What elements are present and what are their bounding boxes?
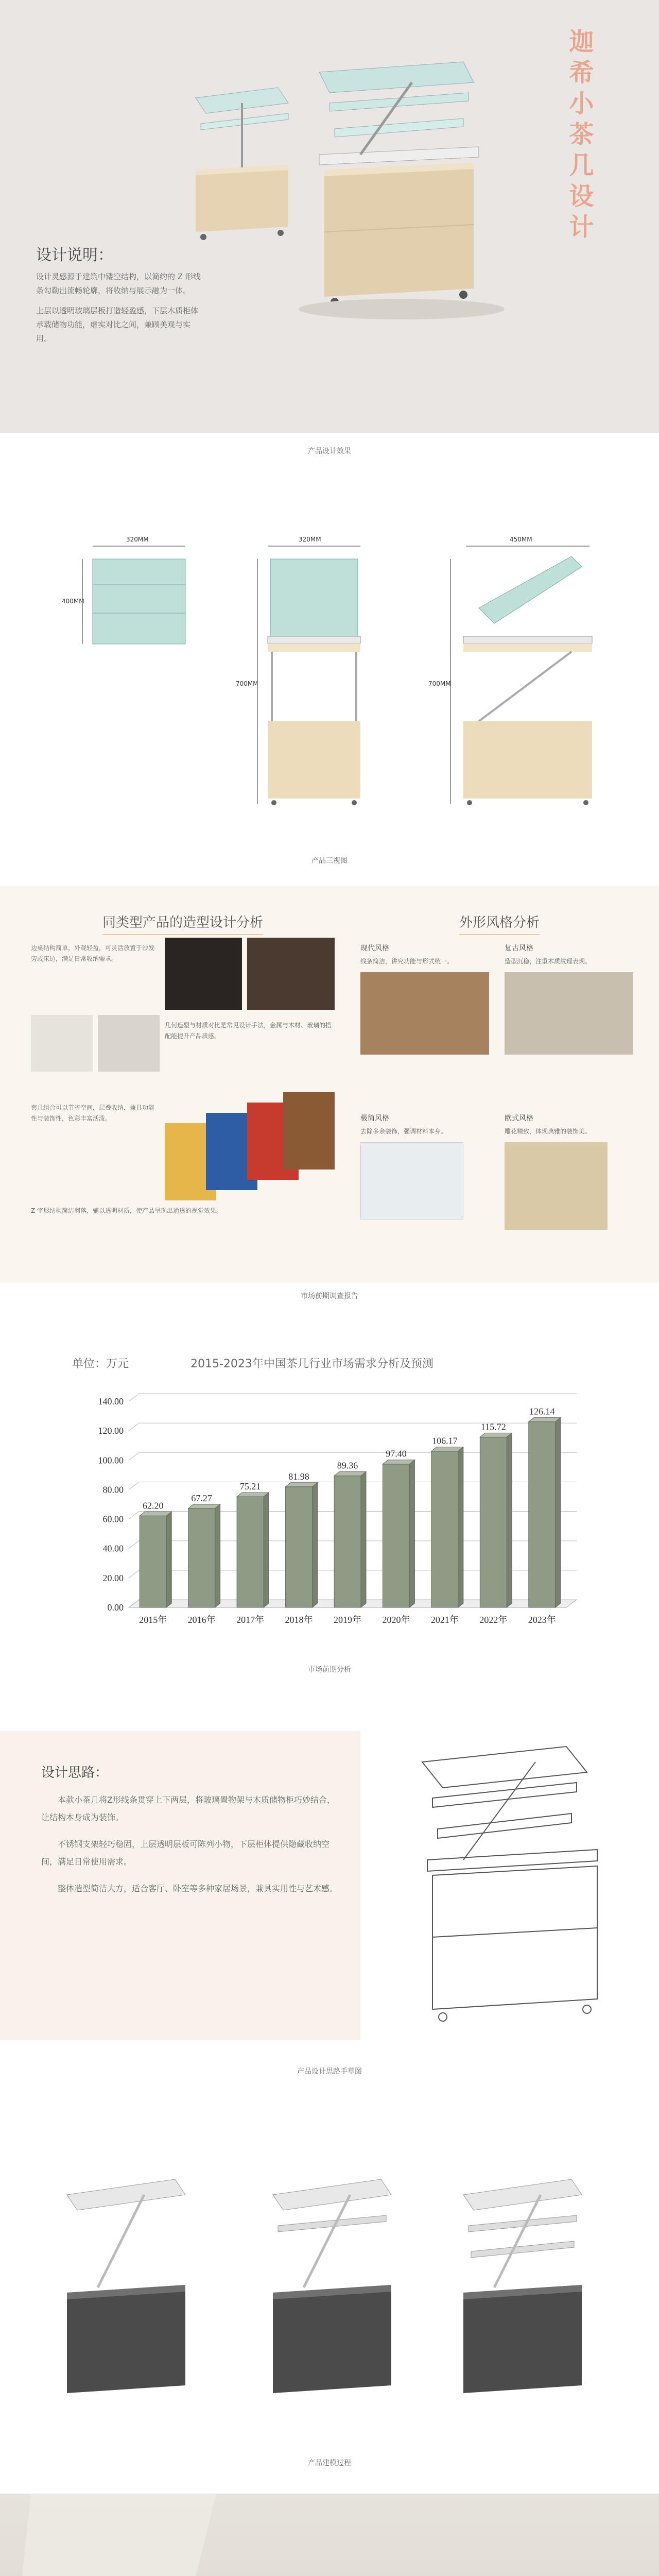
x-tick-label: 2019年 xyxy=(334,1615,361,1625)
data-label: 97.40 xyxy=(386,1448,407,1459)
x-tick-label: 2017年 xyxy=(236,1615,265,1625)
design-paragraph-1: 本款小茶几将Z形线条贯穿上下两层，将玻璃置物架与木质储物柜巧妙结合，让结构本身成为装饰。 xyxy=(41,1795,335,1822)
chart-unit-label: 单位：万元 xyxy=(72,1358,129,1370)
dim-front-width: 320MM xyxy=(126,536,149,543)
gridline-side-4 xyxy=(129,1482,139,1489)
x-tick-label: 2018年 xyxy=(285,1615,313,1625)
x-tick-label: 2016年 xyxy=(187,1615,216,1625)
three-view-drawing xyxy=(0,536,659,845)
reference-image-lamp xyxy=(165,938,242,1010)
y-tick-label: 120.00 xyxy=(98,1426,124,1436)
bar-side-6 xyxy=(458,1447,463,1607)
data-label: 81.98 xyxy=(288,1471,309,1482)
caption-three-view: 产品三视图 xyxy=(311,857,348,865)
design-paragraph-3: 整体造型简洁大方，适合客厅、卧室等多种家居场景，兼具实用性与艺术感。 xyxy=(58,1884,338,1893)
bar-chart xyxy=(0,1370,659,1659)
similar-products-analysis xyxy=(31,886,335,1283)
similar-products-text-3: 套几组合可以节省空间，层叠收纳，兼具功能性与装饰性，色彩丰富活泼。 xyxy=(31,1104,155,1122)
bar-2023年 xyxy=(529,1422,556,1607)
caption-market-analysis: 市场前期分析 xyxy=(308,1666,351,1674)
y-tick-label: 80.00 xyxy=(102,1484,124,1495)
modeling-section xyxy=(0,2143,659,2442)
style-item-4: 欧式风格 雕花精致，体现典雅的装饰美。 xyxy=(505,1113,633,1230)
hero-paragraph-2: 上层以透明玻璃层板打造轻盈感，下层木质柜体承载储物功能，虚实对比之间，兼顾美观与实用。 xyxy=(36,306,199,343)
market-chart-section xyxy=(0,1350,659,1659)
x-tick-label: 2020年 xyxy=(382,1615,410,1625)
chart-title: 2015-2023年中国茶几行业市场需求分析及预测 xyxy=(190,1358,433,1370)
y-tick-label: 40.00 xyxy=(102,1543,124,1554)
bar-side-5 xyxy=(409,1460,414,1607)
design-paragraph-2: 不锈钢支架轻巧稳固，上层透明层板可陈列小物，下层柜体提供隐藏收纳空间，满足日常使用需求。 xyxy=(41,1839,330,1867)
analysis-section xyxy=(0,886,659,1283)
y-tick-label: 20.00 xyxy=(102,1572,124,1583)
bar-2020年 xyxy=(383,1464,409,1607)
style-item-3: 极简风格 去除多余装饰，强调材料本身。 xyxy=(360,1113,489,1219)
bar-side-4 xyxy=(361,1472,366,1607)
bar-side-1 xyxy=(215,1504,220,1607)
style-analysis-title: 外形风格分析 xyxy=(360,886,638,935)
y-tick-label: 140.00 xyxy=(98,1396,124,1406)
data-label: 126.14 xyxy=(529,1406,555,1417)
y-tick-label: 60.00 xyxy=(102,1514,124,1524)
similar-products-text-1: 边桌结构简单，外观轻盈，可灵活放置于沙发旁或床边，满足日常收纳需求。 xyxy=(31,944,155,962)
dim-side-height: 700MM xyxy=(236,680,258,687)
bar-2019年 xyxy=(334,1476,361,1607)
scene-render xyxy=(0,2494,659,2576)
x-tick-label: 2015年 xyxy=(139,1615,167,1625)
similar-products-text-2: 几何造型与材质对比是常见设计手法，金属与木材、玻璃的搭配能提升产品质感。 xyxy=(165,1022,332,1040)
bar-2018年 xyxy=(286,1487,313,1607)
gridline-side-1 xyxy=(129,1570,139,1578)
model-step-2 xyxy=(273,2179,391,2393)
design-section xyxy=(0,1731,659,2056)
bar-2021年 xyxy=(431,1451,458,1607)
x-tick-label: 2023年 xyxy=(528,1615,556,1625)
similar-products-text-4: Z 字形结构简洁利落，辅以透明材质，使产品呈现出通透的视觉效果。 xyxy=(31,1207,223,1214)
data-label: 75.21 xyxy=(239,1481,261,1492)
gridline-side-7 xyxy=(129,1394,139,1401)
gridline-side-6 xyxy=(129,1423,139,1431)
y-tick-label: 100.00 xyxy=(98,1455,124,1466)
chart-header xyxy=(72,1355,433,1371)
model-step-1 xyxy=(67,2179,185,2393)
gridline-side-2 xyxy=(129,1541,139,1549)
y-tick-label: 0.00 xyxy=(107,1602,124,1613)
bar-side-0 xyxy=(166,1512,171,1607)
three-view-section xyxy=(0,536,659,871)
bar-side-3 xyxy=(313,1483,318,1607)
hero-paragraph-1: 设计灵感源于建筑中镂空结构，以简约的 Z 形线条勾勒出流畅轮廓，将收纳与展示融为一体。 xyxy=(36,272,201,295)
scene-section xyxy=(0,2494,659,2576)
reference-image-table xyxy=(247,938,335,1010)
gridline-side-3 xyxy=(129,1512,139,1519)
data-label: 89.36 xyxy=(337,1460,358,1471)
data-label: 67.27 xyxy=(191,1493,212,1503)
hero-section xyxy=(0,0,659,433)
data-label: 106.17 xyxy=(432,1435,458,1446)
dim-front-height: 400MM xyxy=(62,598,84,605)
caption-effect: 产品设计效果 xyxy=(308,447,351,455)
hero-heading: 设计说明： xyxy=(36,246,113,264)
reference-image-chair xyxy=(31,1015,93,1072)
dim-side-width: 320MM xyxy=(299,536,321,543)
hero-title: 迦希小茶几设计 xyxy=(565,28,594,245)
caption-sketch: 产品设计思路手草图 xyxy=(297,2067,362,2076)
style-item-1: 现代风格 线条简洁，讲究功能与形式统一。 xyxy=(360,943,489,1055)
modeling-renders xyxy=(0,2143,659,2432)
bar-2022年 xyxy=(480,1437,507,1607)
reference-image-nesting-tables xyxy=(165,1092,335,1206)
design-heading: 设计思路： xyxy=(41,1765,109,1781)
model-step-3 xyxy=(463,2179,582,2393)
style-image-retro xyxy=(505,972,633,1055)
style-image-minimal xyxy=(360,1142,463,1219)
bar-side-2 xyxy=(264,1493,269,1607)
design-text-panel xyxy=(0,1731,360,2040)
reference-image-stool xyxy=(98,1015,160,1072)
bar-2016年 xyxy=(188,1509,215,1607)
caption-market-report: 市场前期调查报告 xyxy=(301,1292,358,1300)
bar-side-8 xyxy=(556,1418,561,1607)
data-label: 62.20 xyxy=(142,1500,164,1511)
style-image-modern xyxy=(360,972,489,1055)
similar-products-title: 同类型产品的造型设计分析 xyxy=(31,886,335,935)
gridline-side-5 xyxy=(129,1452,139,1460)
style-item-2: 复古风格 造型沉稳，注重木质纹理表现。 xyxy=(505,943,633,1055)
dim-right-width: 450MM xyxy=(510,536,532,543)
bar-2017年 xyxy=(237,1497,264,1607)
style-image-european xyxy=(505,1142,608,1230)
x-tick-label: 2022年 xyxy=(479,1615,508,1625)
x-tick-label: 2021年 xyxy=(430,1615,459,1625)
caption-modeling: 产品建模过程 xyxy=(308,2459,351,2467)
design-sketch xyxy=(381,1731,649,2050)
style-analysis xyxy=(360,886,638,1283)
data-label: 115.72 xyxy=(480,1421,506,1432)
bar-side-7 xyxy=(507,1433,512,1607)
bar-2015年 xyxy=(140,1516,166,1607)
dim-right-height: 700MM xyxy=(428,680,451,687)
hero-description xyxy=(36,242,201,352)
